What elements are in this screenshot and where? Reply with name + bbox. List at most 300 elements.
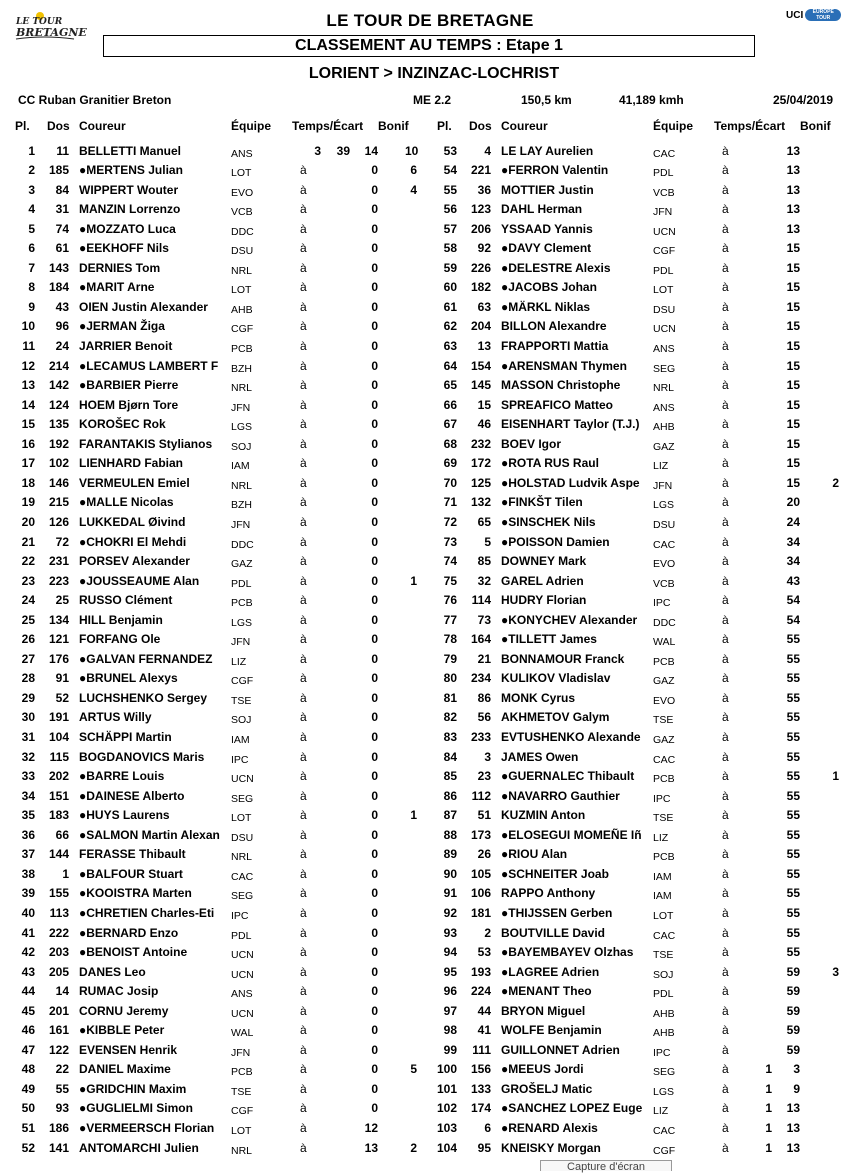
place: 17 (21, 456, 35, 471)
team-code: PCB (653, 851, 675, 864)
time-seconds: 0 (371, 984, 378, 999)
team-code: DSU (231, 245, 254, 258)
bib-number: 105 (470, 866, 491, 881)
bib-number: 181 (470, 905, 491, 920)
time-seconds: 15 (786, 417, 800, 432)
team-code: UCN (231, 968, 254, 981)
bib-number: 84 (55, 182, 69, 197)
rider-name: GAREL Adrien (501, 573, 584, 588)
time-seconds: 59 (786, 984, 800, 999)
place: 62 (443, 319, 457, 334)
rider-name: ●GRIDCHIN Maxim (79, 1081, 187, 1096)
time-at: à (300, 182, 307, 197)
bib-number: 106 (470, 886, 491, 901)
time-seconds: 15 (786, 475, 800, 490)
bib-number: 6 (484, 1121, 491, 1135)
table-row (0, 984, 853, 1004)
time-at: à (722, 769, 729, 784)
rider-name: ●SANCHEZ LOPEZ Euge (501, 1101, 643, 1116)
place: 72 (443, 514, 457, 529)
time-at: à (722, 847, 729, 862)
time-at: à (722, 475, 729, 490)
time-seconds: 54 (786, 612, 800, 627)
team-code: VCB (653, 577, 675, 590)
rider-name: ●FERRON Valentin (501, 163, 609, 178)
bib-number: 66 (55, 827, 69, 842)
team-code: CGF (231, 675, 254, 688)
bib-number: 11 (56, 143, 69, 158)
time-at: à (300, 769, 307, 784)
place: 4 (28, 202, 35, 217)
rider-name: ●NAVARRO Gauthier (501, 788, 620, 803)
place: 81 (443, 690, 457, 705)
team-code: CGF (231, 1105, 254, 1118)
time-at: à (722, 671, 729, 686)
bib-number: 63 (477, 299, 491, 314)
rider-name: ●GUGLIELMI Simon (79, 1101, 193, 1116)
place: 26 (21, 632, 35, 647)
rider-name: RUMAC Josip (79, 984, 159, 999)
time-at: à (722, 534, 729, 549)
bib-number: 173 (470, 827, 491, 842)
bib-number: 2 (484, 925, 491, 940)
time-at: à (722, 905, 729, 920)
bib-number: 143 (48, 260, 69, 275)
time-seconds: 15 (786, 397, 800, 412)
team-code: PDL (231, 929, 252, 942)
time-at: à (722, 749, 729, 764)
place: 35 (21, 808, 35, 823)
rider-name: WOLFE Benjamin (501, 1023, 602, 1038)
time-at: à (722, 1042, 729, 1057)
team-code: EVO (231, 186, 254, 199)
table-row (0, 613, 853, 633)
time-at: à (722, 554, 729, 569)
place: 32 (21, 749, 35, 764)
place: 70 (443, 475, 457, 490)
time-at: à (300, 1081, 307, 1096)
place: 75 (443, 573, 457, 588)
table-row (0, 730, 853, 750)
time-minutes: 1 (765, 1062, 772, 1077)
team-code: LGS (231, 616, 253, 629)
time-at: à (300, 593, 307, 608)
rider-name: HILL Benjamin (79, 612, 163, 627)
bib-number: 156 (470, 1062, 491, 1077)
time-at: à (300, 397, 307, 412)
team-code: ANS (231, 988, 253, 1001)
place: 34 (21, 788, 35, 803)
time-seconds: 0 (371, 769, 378, 784)
time-seconds: 55 (786, 690, 800, 705)
time-at: à (722, 573, 729, 588)
place: 98 (443, 1023, 457, 1038)
time-at: à (300, 866, 307, 881)
place: 82 (443, 710, 457, 725)
team-code: LGS (231, 421, 253, 434)
bib-number: 135 (48, 417, 69, 432)
place: 1 (28, 143, 35, 158)
place: 49 (21, 1081, 35, 1096)
place: 45 (21, 1003, 35, 1018)
table-row (0, 241, 853, 261)
bib-number: 96 (55, 319, 69, 334)
place: 15 (21, 417, 35, 432)
place: 96 (443, 984, 457, 999)
rider-name: ●GUERNALEC Thibault (501, 769, 635, 784)
time-at: à (722, 339, 729, 353)
header-time: Temps/Écart (292, 119, 364, 133)
team-code: VCB (653, 186, 675, 199)
time-at: à (722, 651, 729, 666)
table-row (0, 202, 853, 222)
place: 50 (21, 1101, 35, 1116)
team-code: IAM (231, 734, 250, 746)
rider-name: ●LAGREE Adrien (501, 964, 600, 979)
place: 83 (443, 730, 457, 744)
team-code: GAZ (653, 675, 675, 688)
time-seconds: 0 (371, 886, 378, 901)
bib-number: 233 (470, 730, 491, 744)
place: 79 (443, 651, 457, 666)
table-row (0, 828, 853, 848)
time-seconds: 15 (786, 280, 800, 295)
place: 51 (21, 1121, 35, 1135)
team-code: IPC (653, 597, 671, 610)
rider-name: ●MENANT Theo (501, 984, 592, 999)
time-at: à (722, 221, 729, 236)
team-code: DDC (231, 225, 254, 238)
place: 14 (21, 397, 35, 412)
time-seconds: 20 (786, 495, 800, 510)
team-code: AHB (653, 1007, 675, 1020)
bib-number: 102 (48, 456, 69, 471)
time-seconds: 15 (786, 436, 800, 451)
time-at: à (300, 475, 307, 490)
team-code: ANS (653, 401, 675, 414)
team-code: UCN (653, 225, 676, 238)
time-at: à (300, 945, 307, 960)
time-seconds: 0 (371, 593, 378, 608)
rider-name: ●ROTA RUS Raul (501, 456, 599, 471)
time-seconds: 24 (786, 514, 800, 529)
rider-name: ●JOUSSEAUME Alan (79, 573, 200, 588)
time-seconds: 43 (786, 573, 800, 588)
place: 41 (21, 925, 35, 940)
rider-name: JAMES Owen (501, 749, 579, 764)
time-seconds: 0 (371, 671, 378, 686)
place: 65 (443, 378, 457, 393)
table-row (0, 476, 853, 496)
rider-name: MONK Cyrus (501, 690, 576, 705)
time-at: à (300, 378, 307, 393)
table-row (0, 750, 853, 770)
bib-number: 91 (55, 671, 69, 686)
time-at: à (300, 241, 307, 256)
team-code: PCB (231, 343, 253, 355)
bib-number: 122 (48, 1042, 69, 1057)
rider-name: ●SALMON Martin Alexan (79, 827, 220, 842)
time-seconds: 55 (786, 651, 800, 666)
bonus-seconds: 6 (410, 163, 417, 178)
team-code: CAC (653, 929, 676, 942)
table-row (0, 1082, 853, 1102)
time-at: à (300, 632, 307, 647)
team-code: LOT (231, 812, 252, 825)
place: 23 (21, 573, 35, 588)
rider-name: DANIEL Maxime (79, 1062, 171, 1077)
team-code: NRL (231, 382, 253, 395)
bib-number: 154 (470, 358, 491, 373)
place: 102 (436, 1101, 457, 1116)
time-at: à (300, 554, 307, 569)
time-seconds: 15 (786, 241, 800, 256)
bib-number: 142 (48, 378, 69, 393)
team-code: ANS (231, 147, 253, 160)
team-code: PCB (653, 773, 675, 786)
time-seconds: 0 (371, 788, 378, 803)
place: 99 (443, 1042, 457, 1057)
rider-name: KUZMIN Anton (501, 808, 586, 823)
time-seconds: 0 (371, 280, 378, 295)
team-code: TSE (231, 1085, 252, 1098)
rider-name: ●ARENSMAN Thymen (501, 358, 627, 373)
time-at: à (300, 221, 307, 236)
place: 78 (443, 632, 457, 647)
time-at: à (722, 964, 729, 979)
place: 16 (21, 436, 35, 451)
time-seconds: 13 (786, 182, 800, 197)
table-row (0, 456, 853, 476)
table-row (0, 593, 853, 613)
rider-name: PORSEV Alexander (79, 554, 190, 569)
time-at: à (722, 1023, 729, 1038)
place: 87 (443, 808, 457, 823)
table-row (0, 417, 853, 437)
bib-number: 125 (470, 475, 491, 490)
team-code: IAM (653, 870, 672, 883)
place: 44 (21, 984, 35, 999)
time-at: à (300, 1003, 307, 1018)
time-at: à (300, 417, 307, 432)
rider-name: ●BARBIER Pierre (79, 378, 179, 393)
place: 10 (21, 319, 35, 334)
table-row (0, 574, 853, 594)
team-code: IPC (231, 909, 249, 922)
place: 33 (21, 769, 35, 784)
time-at: à (300, 808, 307, 823)
rider-name: LUCHSHENKO Sergey (79, 690, 208, 705)
time-seconds: 0 (371, 866, 378, 881)
time-seconds: 15 (786, 319, 800, 334)
bib-number: 146 (48, 475, 69, 490)
bib-number: 193 (470, 964, 491, 979)
time-at: à (722, 319, 729, 334)
time-seconds: 0 (371, 358, 378, 373)
table-row (0, 515, 853, 535)
bib-number: 52 (55, 690, 69, 705)
bonus-seconds: 1 (832, 769, 839, 784)
time-seconds: 0 (371, 1042, 378, 1057)
bib-number: 224 (470, 984, 491, 999)
header-pl: Pl. (437, 119, 452, 133)
table-row (0, 554, 853, 574)
table-row (0, 965, 853, 985)
team-code: LIZ (653, 831, 669, 844)
rider-name: ●SCHNEITER Joab (501, 866, 609, 881)
bib-number: 202 (48, 769, 69, 784)
time-at: à (300, 847, 307, 862)
place: 20 (21, 514, 35, 529)
bib-number: 85 (477, 554, 491, 569)
table-row (0, 495, 853, 515)
time-minutes: 1 (765, 1140, 772, 1155)
bib-number: 222 (48, 925, 69, 940)
team-code: JFN (653, 479, 673, 492)
rider-name: MANZIN Lorrenzo (79, 202, 181, 217)
time-at: à (300, 573, 307, 588)
time-seconds: 55 (786, 769, 800, 784)
time-at: à (300, 612, 307, 627)
time-seconds: 0 (371, 202, 378, 217)
bonus-seconds: 2 (832, 475, 839, 490)
bib-number: 115 (49, 749, 69, 764)
time-at: à (300, 339, 307, 353)
table-row (0, 789, 853, 809)
bib-number: 86 (477, 690, 491, 705)
team-code: AHB (653, 1027, 675, 1040)
rider-name: FARANTAKIS Stylianos (79, 436, 213, 451)
team-code: DSU (653, 518, 676, 531)
team-code: SEG (231, 792, 254, 805)
rider-name: EVENSEN Henrik (79, 1042, 178, 1057)
table-row (0, 319, 853, 339)
time-at: à (722, 690, 729, 705)
bib-number: 204 (470, 319, 491, 334)
team-code: NRL (231, 851, 253, 864)
time-at: à (300, 1121, 307, 1135)
bib-number: 141 (48, 1140, 69, 1155)
bonus-seconds: 3 (832, 964, 839, 979)
time-seconds: 15 (786, 378, 800, 393)
place: 77 (443, 612, 457, 627)
bib-number: 174 (470, 1101, 491, 1116)
place: 42 (21, 945, 35, 960)
time-seconds: 0 (371, 514, 378, 529)
place: 6 (28, 241, 35, 256)
time-seconds: 55 (786, 886, 800, 901)
time-seconds: 0 (371, 339, 378, 353)
rider-name: BOUTVILLE David (501, 925, 606, 940)
table-row (0, 261, 853, 281)
rider-name: ●HUYS Laurens (79, 808, 170, 823)
bib-number: 44 (477, 1003, 491, 1018)
team-code: ANS (653, 343, 675, 355)
time-at: à (300, 827, 307, 842)
place: 38 (21, 866, 35, 881)
time-seconds: 59 (786, 1042, 800, 1057)
bib-number: 151 (48, 788, 69, 803)
bib-number: 92 (477, 241, 491, 256)
place: 31 (21, 730, 35, 744)
bib-number: 104 (48, 730, 69, 744)
rider-name: ●MARIT Arne (79, 280, 155, 295)
table-row (0, 398, 853, 418)
time-at: à (300, 964, 307, 979)
team-code: PCB (231, 597, 253, 610)
time-seconds: 0 (371, 1081, 378, 1096)
team-code: UCN (231, 949, 254, 962)
rider-name: RAPPO Anthony (501, 886, 596, 901)
team-code: CGF (231, 323, 254, 336)
time-seconds: 0 (371, 925, 378, 940)
bib-number: 5 (484, 534, 491, 549)
bib-number: 41 (477, 1023, 491, 1038)
time-at: à (722, 1140, 729, 1155)
team-code: LOT (231, 1125, 252, 1137)
team-code: IPC (653, 1046, 671, 1059)
time-seconds: 0 (371, 690, 378, 705)
bib-number: 31 (55, 202, 69, 217)
team-code: GAZ (231, 558, 253, 571)
rider-name: ●EEKHOFF Nils (79, 241, 169, 256)
bonus-seconds: 1 (410, 808, 417, 823)
table-row (0, 906, 853, 926)
place: 57 (443, 221, 457, 236)
header-bonif: Bonif (378, 119, 409, 133)
rider-name: ●DAINESE Alberto (79, 788, 185, 803)
time-at: à (300, 1140, 307, 1155)
place: 2 (28, 163, 35, 178)
rider-name: LIENHARD Fabian (79, 456, 184, 471)
team-code: DSU (653, 303, 676, 316)
team-code: LIZ (653, 460, 669, 473)
bib-number: 95 (477, 1140, 491, 1155)
bonus-seconds: 2 (410, 1140, 417, 1155)
rider-name: ●DAVY Clement (501, 241, 592, 256)
bib-number: 191 (48, 710, 69, 725)
time-at: à (722, 182, 729, 197)
time-seconds: 55 (786, 866, 800, 881)
bib-number: 132 (470, 495, 491, 510)
time-at: à (722, 514, 729, 529)
bib-number: 182 (470, 280, 491, 295)
bib-number: 201 (48, 1003, 69, 1018)
rider-name: WIPPERT Wouter (79, 182, 179, 197)
time-seconds: 34 (786, 554, 800, 569)
bib-number: 32 (477, 573, 491, 588)
bib-number: 22 (55, 1062, 69, 1077)
bib-number: 74 (55, 221, 69, 236)
team-code: VCB (231, 206, 253, 219)
place: 64 (443, 358, 457, 373)
time-at: à (300, 730, 307, 744)
team-code: NRL (231, 1144, 253, 1157)
bib-number: 134 (48, 612, 69, 627)
bonus-seconds: 10 (405, 143, 419, 158)
place: 11 (22, 339, 35, 353)
time-at: à (722, 260, 729, 275)
table-row (0, 632, 853, 652)
rider-name: ●MALLE Nicolas (79, 495, 174, 510)
bib-number: 114 (471, 593, 491, 608)
bib-number: 73 (477, 612, 491, 627)
team-code: PDL (653, 167, 674, 180)
bib-number: 56 (477, 710, 491, 725)
time-seconds: 13 (786, 202, 800, 217)
team-code: SOJ (653, 968, 674, 981)
time-at: à (722, 808, 729, 823)
